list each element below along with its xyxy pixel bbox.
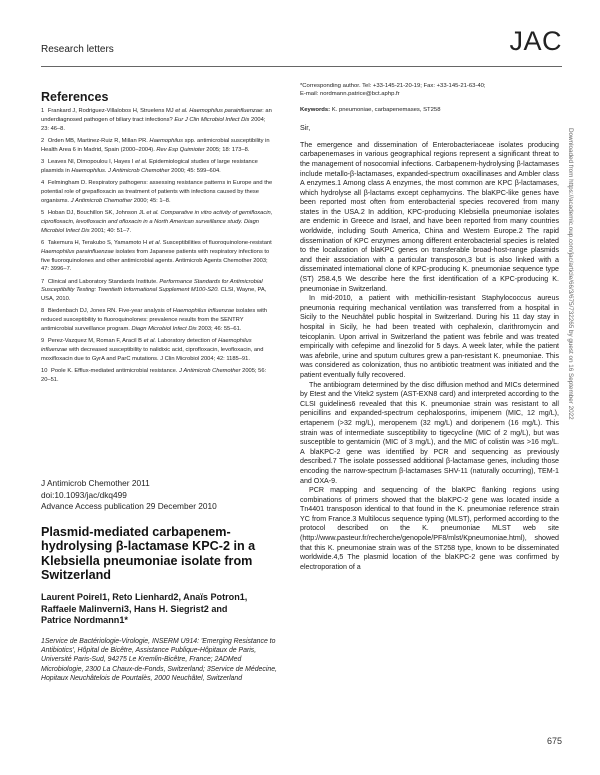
reference-it1: et al. <box>143 338 157 345</box>
reference-post: 2005; 18: 173–8. <box>204 146 250 153</box>
reference-item <box>41 307 274 334</box>
reference-post: 2000; 45: 599–604. <box>169 167 221 174</box>
page-number: 675 <box>546 736 562 746</box>
reference-it1: Performance Standards for Antimicrobial Susceptibility Testing: Twentieth Informational Supplement M100-S20. <box>41 278 263 294</box>
article-title: Plasmid-mediated carbapenem-hydrolysing β-lactamase KPC-2 in a Klebsiella pneumoniae isolate from Switzerland <box>41 525 256 582</box>
reference-mid: spp. antimicrobial susceptibility in Health Area 6 in Madrid, Spain (2000–2004). <box>41 137 270 153</box>
reference-post: isolates from Japanese patients with respiratory infections to five fluoroquinolones and other antimicrobial agents. Antimicrob Agents Chemother 2003; 47: 3996–7. <box>41 248 270 273</box>
download-side-note: Downloaded from https://academic.oup.com/jac/article/66/3/675/732265 by guest on 16 September 2022 <box>567 128 574 420</box>
reference-item <box>41 367 274 385</box>
reference-it1: et al. <box>135 158 148 165</box>
authors-line: Patrice Nordmann1* <box>41 615 128 625</box>
reference-num: 6 <box>41 239 45 246</box>
reference-it2: Diagn Microbiol Infect Dis <box>131 326 197 333</box>
corresponding-author: *Corresponding author. Tel: +33-145-21-20-19; Fax: +33-145-21-63-40; <box>300 83 486 89</box>
reference-mid: Laboratory detection of <box>156 338 219 345</box>
reference-pre: Biedenbach DJ, Jones RN. Five-year analysis of <box>47 308 173 315</box>
journal-logo: JAC <box>509 26 562 56</box>
reference-list <box>41 107 274 385</box>
reference-item <box>41 158 274 176</box>
reference-mid: : an underdiagnosed pathogen of biliary tract infections? <box>41 108 272 123</box>
reference-item <box>41 179 274 206</box>
authors-line: Laurent Poirel1, Reto Lienhard2, Anaïs Potron1, <box>41 592 248 602</box>
reference-it1: Haemophilus influenzae <box>172 308 235 315</box>
reference-post: 2005; 56: 20–51. <box>41 368 267 384</box>
reference-it2: Haemophilus. J Antimicrob Chemother <box>71 167 170 174</box>
reference-mid: isolates with reduced susceptibility to fluoroquinolones: prevalence results from the SENTRY antimicrobial surveillance program. <box>41 308 268 333</box>
reference-mid: Susceptibilities of fluoroquinolone-resistant <box>161 239 272 246</box>
reference-post: 2001; 40: 51–7. <box>89 227 132 234</box>
reference-mid: Epidemiological studies of large resistance plasmids in <box>41 158 258 174</box>
header-rule <box>41 66 562 67</box>
reference-num: 1 <box>41 108 45 114</box>
body-paragraph: The antibiogram determined by the disc diffusion method and MICs determined by Etest and the Vitek2 system (AST-EXN8 card) and interpreted according to the CLSI guidelines6 revealed that this K. pneumoniae strain was resistant to all penicillins and expanded-spectrum cephalosporins, imipenem (MIC, 12 mg/L), ertapenem (>32 mg/L), meropenem (32 mg/L) and doripenem (16 mg/L). This strain was of intermediate susceptibility to tigecycline (MIC of 2 mg/L), but was susceptible to gentamicin (MIC of 3 mg/L), and the MIC of colistin was >16 mg/L. A blaKPC-2 gene was identified by PCR and sequencing as previously described.7 The isolate possessed additional β-lactamase genes, including those encoding the narrow-spectrum β-lactamases SHV-11 (naturally occurring), TEM-1 and OXA-9. <box>300 380 559 485</box>
reference-num: 8 <box>41 308 45 315</box>
reference-pre: Perez-Vazquez M, Roman F, Aracil B <box>47 338 144 345</box>
reference-item <box>41 137 274 155</box>
keywords-value: K. pneumoniae, carbapenemases, ST258 <box>331 106 441 113</box>
affiliations: 1Service de Bactériologie-Virologie, INSERM U914: 'Emerging Resistance to Antibiotics', Hôpital de Bicêtre, Assistance Publique-Hôpitaux de Paris, Université Paris-Sud, 94275 Le Kremlin-Bicêtre, France; 2ADMed Microbiologie, 2300 La Chaux-de-Fonds, Switzerland; 3Service de Médecine, Hopitaux Neuchâtelois de Pourtalès, 2000 Neuchâtel, Switzerland <box>41 638 277 682</box>
body-paragraph: In mid-2010, a patient with methicillin-resistant Staphylococcus aureus pneumonia requiring mechanical ventilation was transferred from a hospital in Sicily to the Neuchâtel public hospital in Switzerland. During his 11 day stay in hospital in Sicily, he had been treated with cephalexin, clarithromycin and teicoplanin. Upon arrival in Switzerland the patient was febrile and was treated empirically with cefepime and linezolid for 5 days. A week later, while the patient was afebrile, urine and sputum cultures grew a pan-resistant K. pneumoniae. This was considered as colonization, thus no antibiotic treatment was initiated and the patient eventually fully recovered. <box>300 294 559 379</box>
section-label: Research letters <box>41 44 114 55</box>
reference-post: 2003; 46: 55–61. <box>196 326 242 333</box>
reference-it2: Rev Esp Quimioter <box>156 146 205 153</box>
journal-line: J Antimicrob Chemother 2011 <box>41 478 150 488</box>
authors-line: Raffaele Malinverni3, Hans H. Siegrist2 and <box>41 603 228 614</box>
reference-item <box>41 337 274 364</box>
salutation: Sir, <box>300 124 311 133</box>
reference-item <box>41 239 274 275</box>
reference-it1: et al. <box>148 239 162 246</box>
right-column <box>300 82 559 572</box>
reference-post: with decreased susceptibility to nalidixic acid, ciprofloxacin, levofloxacin, and moxifloxacin due to GyrA and ParC mutations. J Clin Microbiol 2004; 42: 1185–91. <box>41 347 264 363</box>
reference-post: 2000; 45: 1–8. <box>132 197 171 204</box>
keywords <box>300 106 559 114</box>
left-column <box>41 90 274 388</box>
reference-pre: Frankard J, Rodriguez-Villalobos H, Struelens MJ <box>47 108 176 114</box>
advance-access-line: Advance Access publication 29 December 2010 <box>41 501 217 511</box>
reference-num: 7 <box>41 278 45 285</box>
reference-item <box>41 107 274 134</box>
reference-num: 4 <box>41 179 45 186</box>
reference-num: 3 <box>41 158 45 165</box>
author-list <box>41 592 247 627</box>
corresponding-email: E-mail: nordmann.patrice@bct.aphp.fr <box>300 91 400 98</box>
reference-num: 9 <box>41 338 45 345</box>
keywords-label: Keywords: <box>300 106 331 113</box>
reference-it1: J Antimicrob Chemother <box>179 368 241 375</box>
body-paragraph: The emergence and dissemination of Enterobacteriaceae isolates producing carbapenemases in various geographical regions represent a significant threat to the management of nosocomial infections. Carbapenem-hydrolysing β-lactamases include metallo-β-lactamases, expanded-spectrum oxacillinases and Ambler class A enzymes.1 Among class A enzymes, the most common are KPC β-lactamases, which hydrolyse all β-lactams except cephamycins. The blaKPC-like genes have been reported most often from enterobacterial species recovered from many states in the USA.2 In addition, KPC-producing Klebsiella pneumoniae isolates are endemic in Greece and Israel, and have been reported from many countries worldwide, including South America, China and Western Europe.2 The rapid dissemination of KPC enzymes among different enterobacterial species is related to the localization of blaKPC genes on transferable broad-host-range plasmids and their association with a particular transposon,3 but is also linked with a disseminated international clone of KPC-producing K. pneumoniae sequence type (ST) 258.4,5 We describe here the first identification of a KPC-producing K. pneumoniae in Switzerland. <box>300 140 559 293</box>
reference-pre: Clinical and Laboratory Standards Institute. <box>47 278 160 285</box>
reference-num: 10 <box>41 368 48 375</box>
reference-it2: Haemophilus influenzae <box>41 338 252 354</box>
article-meta <box>41 478 217 513</box>
reference-it1: et al. Haemophilus parainfluenzae <box>175 108 263 114</box>
reference-num: 5 <box>41 209 45 216</box>
reference-post: CLSI, Wayne, PA, USA, 2010. <box>41 287 267 303</box>
reference-pre: Takemura H, Terakubo S, Yamamoto H <box>47 239 149 246</box>
reference-item <box>41 278 274 305</box>
reference-it1: Haemophilus <box>149 137 183 144</box>
reference-pre: Orden MB, Martinez-Ruiz R, Millan PR. <box>47 137 150 144</box>
reference-it1: et al. Comparative in vitro activity of gemifloxacin, ciprofloxacin, levofloxacin and ofloxacin in a North American surveillance study. Diagn Microbiol Infect Dis <box>41 209 273 234</box>
reference-num: 2 <box>41 137 45 144</box>
reference-pre: Poole K. Efflux-mediated antimicrobial resistance. <box>51 368 180 375</box>
reference-item <box>41 209 274 236</box>
reference-pre: Felmingham D. Respiratory pathogens: assessing resistance patterns in Europe and the potential role of grepafloxacin as treatment of patients with infections caused by these organisms. <box>41 179 273 204</box>
doi-line: doi:10.1093/jac/dkq499 <box>41 489 127 500</box>
references-heading: References <box>41 90 109 104</box>
reference-it1: J Antimicrob Chemother <box>70 197 133 204</box>
reference-post: 2004; 23: 46–8. <box>41 116 266 132</box>
reference-pre: Leaves NI, Dimopoulou I, Hayes I <box>47 158 136 165</box>
reference-pre: Hoban DJ, Bouchillon SK, Johnson JL <box>47 209 147 216</box>
reference-it2: Haemophilus parainfluenzae <box>41 248 114 255</box>
reference-it2: Eur J Clin Microbiol Infect Dis <box>174 116 250 123</box>
body-paragraph: PCR mapping and sequencing of the blaKPC flanking regions using combinations of primers showed that the blaKPC-2 gene was located inside a Tn4401 transposon identical to that found in the K. pneumoniae reference strain YC from France.3 Multilocus sequence typing (MLST), performed according to the protocol described on the K. pneumoniae MLST web site (http://www.pasteur.fr/recherche/genopole/PF8/mlst/Kpneumoniae.html), showed that this K. pneumoniae strain was of the ST258 type, known to be disseminated worldwide.4,5 The plasmid location of the blaKPC-2 gene was confirmed by electroporation of a <box>300 486 559 571</box>
